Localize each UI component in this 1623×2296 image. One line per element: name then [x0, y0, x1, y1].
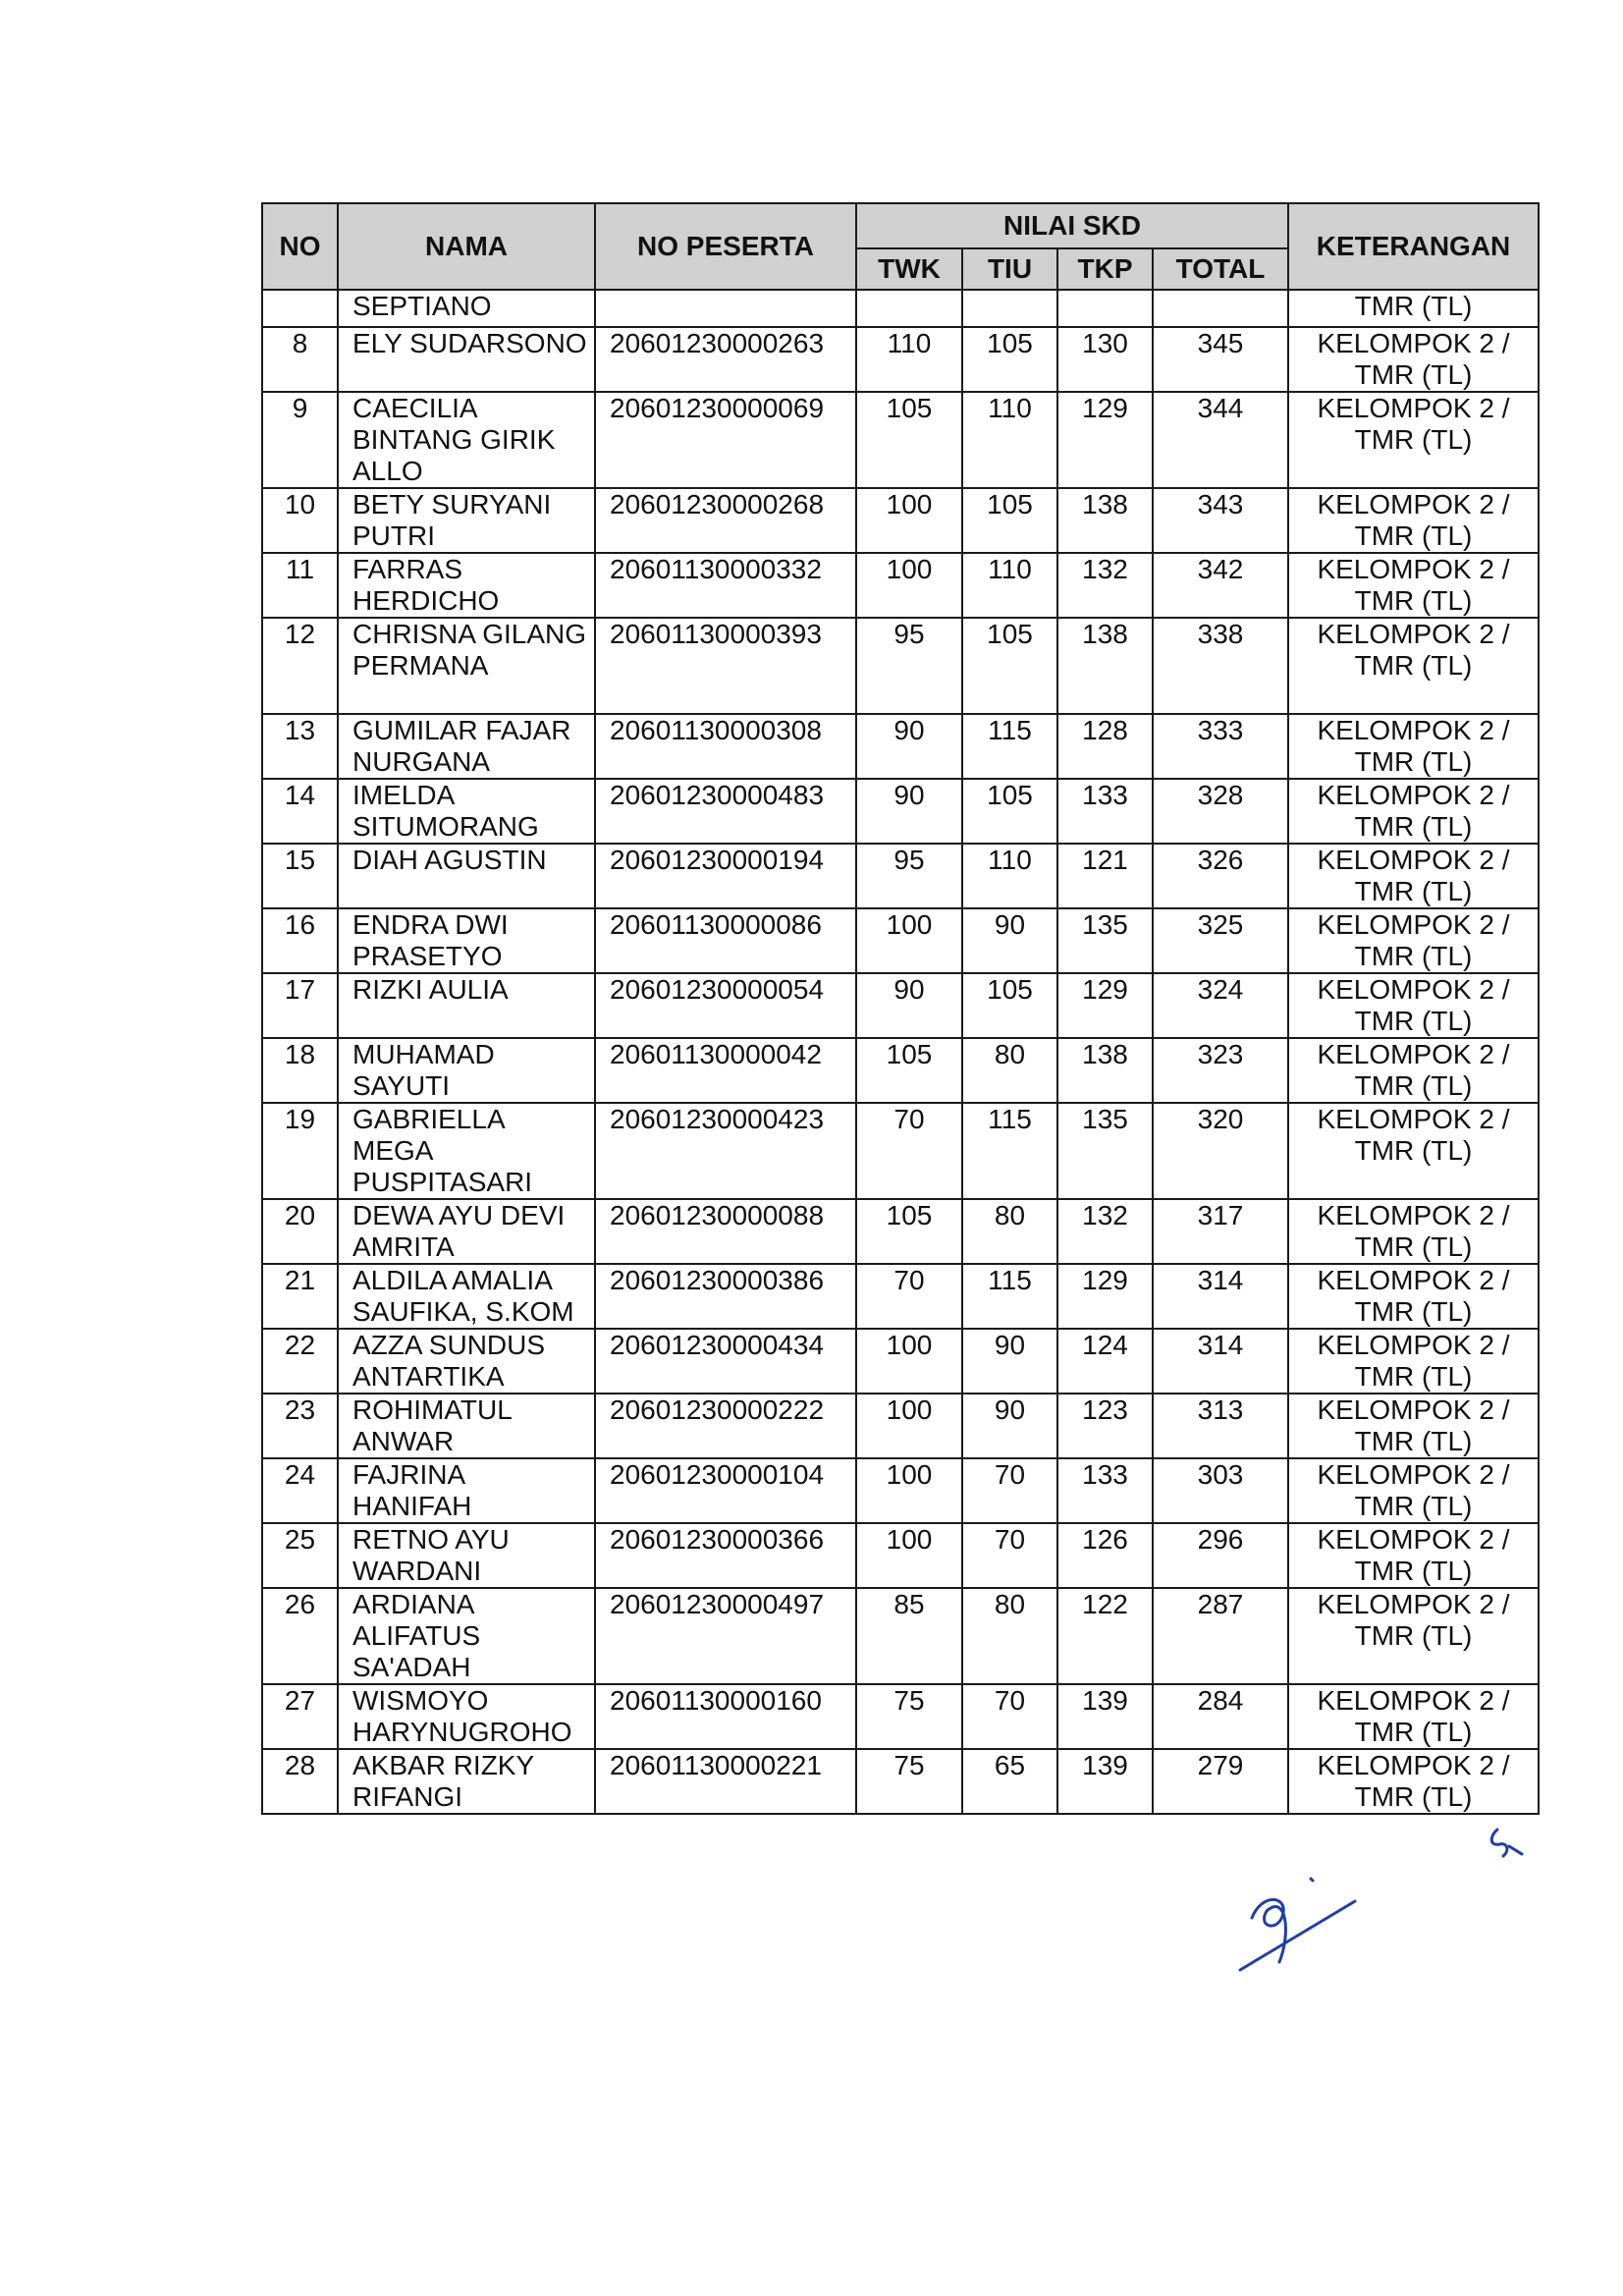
cell-twk: [856, 290, 962, 327]
cell-tkp: 129: [1057, 1264, 1153, 1329]
cell-nama: ROHIMATUL ANWAR: [338, 1394, 595, 1458]
cell-keterangan: KELOMPOK 2 / TMR (TL): [1288, 327, 1539, 392]
cell-nama: RETNO AYU WARDANI: [338, 1523, 595, 1588]
cell-no: 21: [262, 1264, 338, 1329]
results-table: [261, 202, 1540, 1815]
cell-total: 338: [1153, 618, 1288, 714]
cell-nama: ENDRA DWI PRASETYO: [338, 908, 595, 973]
cell-twk: 95: [856, 618, 962, 714]
cell-tiu: 80: [962, 1038, 1057, 1103]
cell-twk: 90: [856, 973, 962, 1038]
cell-keterangan: KELOMPOK 2 / TMR (TL): [1288, 1394, 1539, 1458]
cell-twk: 75: [856, 1684, 962, 1749]
header-tiu: TIU: [962, 248, 1057, 290]
cell-twk: 100: [856, 553, 962, 618]
cell-tkp: 122: [1057, 1588, 1153, 1684]
table-row: [262, 973, 1539, 1038]
cell-total: 344: [1153, 392, 1288, 488]
header-tkp: TKP: [1057, 248, 1153, 290]
cell-total: 326: [1153, 844, 1288, 908]
cell-no: 9: [262, 392, 338, 488]
cell-no: 28: [262, 1749, 338, 1814]
cell-twk: 100: [856, 1458, 962, 1523]
table-row: [262, 844, 1539, 908]
cell-tkp: 138: [1057, 618, 1153, 714]
table-row: [262, 1329, 1539, 1394]
cell-tkp: 139: [1057, 1749, 1153, 1814]
cell-total: 333: [1153, 714, 1288, 779]
cell-total: 323: [1153, 1038, 1288, 1103]
cell-tkp: 124: [1057, 1329, 1153, 1394]
cell-tiu: 90: [962, 908, 1057, 973]
cell-keterangan: KELOMPOK 2 / TMR (TL): [1288, 714, 1539, 779]
cell-nama: GUMILAR FAJAR NURGANA: [338, 714, 595, 779]
cell-no: 11: [262, 553, 338, 618]
cell-keterangan: KELOMPOK 2 / TMR (TL): [1288, 488, 1539, 553]
cell-keterangan: KELOMPOK 2 / TMR (TL): [1288, 1523, 1539, 1588]
cell-tiu: 80: [962, 1588, 1057, 1684]
cell-nama: CHRISNA GILANG PERMANA: [338, 618, 595, 714]
cell-twk: 70: [856, 1103, 962, 1199]
cell-tkp: 133: [1057, 779, 1153, 844]
cell-no-peserta: 20601230000497: [595, 1588, 856, 1684]
cell-no-peserta: 20601230000104: [595, 1458, 856, 1523]
cell-nama: ARDIANA ALIFATUS SA'ADAH: [338, 1588, 595, 1684]
cell-no-peserta: 20601230000222: [595, 1394, 856, 1458]
cell-twk: 70: [856, 1264, 962, 1329]
cell-nama: MUHAMAD SAYUTI: [338, 1038, 595, 1103]
cell-no: 10: [262, 488, 338, 553]
cell-tiu: 105: [962, 488, 1057, 553]
cell-nama: AKBAR RIZKY RIFANGI: [338, 1749, 595, 1814]
cell-no: 15: [262, 844, 338, 908]
cell-tiu: 105: [962, 618, 1057, 714]
cell-total: 303: [1153, 1458, 1288, 1523]
cell-tiu: 110: [962, 392, 1057, 488]
cell-total: 342: [1153, 553, 1288, 618]
cell-nama: DIAH AGUSTIN: [338, 844, 595, 908]
cell-twk: 90: [856, 714, 962, 779]
cell-tiu: 70: [962, 1684, 1057, 1749]
table-row: [262, 290, 1539, 327]
cell-keterangan: KELOMPOK 2 / TMR (TL): [1288, 1199, 1539, 1264]
cell-keterangan: KELOMPOK 2 / TMR (TL): [1288, 553, 1539, 618]
cell-no-peserta: 20601130000308: [595, 714, 856, 779]
cell-tiu: [962, 290, 1057, 327]
table-row: [262, 488, 1539, 553]
cell-tkp: 135: [1057, 1103, 1153, 1199]
cell-nama: ALDILA AMALIA SAUFIKA, S.KOM: [338, 1264, 595, 1329]
cell-twk: 95: [856, 844, 962, 908]
cell-no: 16: [262, 908, 338, 973]
cell-no-peserta: 20601230000194: [595, 844, 856, 908]
cell-twk: 85: [856, 1588, 962, 1684]
cell-no: 20: [262, 1199, 338, 1264]
cell-keterangan: KELOMPOK 2 / TMR (TL): [1288, 908, 1539, 973]
cell-no-peserta: 20601130000160: [595, 1684, 856, 1749]
cell-nama: DEWA AYU DEVI AMRITA: [338, 1199, 595, 1264]
cell-tkp: 138: [1057, 1038, 1153, 1103]
header-no: NO: [262, 203, 338, 290]
cell-twk: 100: [856, 1394, 962, 1458]
cell-no: 24: [262, 1458, 338, 1523]
cell-total: 284: [1153, 1684, 1288, 1749]
cell-no-peserta: 20601230000088: [595, 1199, 856, 1264]
cell-keterangan: KELOMPOK 2 / TMR (TL): [1288, 1038, 1539, 1103]
cell-total: 320: [1153, 1103, 1288, 1199]
table-row: [262, 618, 1539, 714]
cell-nama: SEPTIANO: [338, 290, 595, 327]
cell-keterangan: KELOMPOK 2 / TMR (TL): [1288, 1458, 1539, 1523]
table-row: [262, 1264, 1539, 1329]
cell-total: 325: [1153, 908, 1288, 973]
cell-tiu: 115: [962, 1103, 1057, 1199]
cell-tiu: 90: [962, 1329, 1057, 1394]
cell-keterangan: KELOMPOK 2 / TMR (TL): [1288, 973, 1539, 1038]
table-row: [262, 327, 1539, 392]
cell-keterangan: KELOMPOK 2 / TMR (TL): [1288, 1103, 1539, 1199]
cell-no-peserta: 20601230000069: [595, 392, 856, 488]
cell-twk: 105: [856, 1199, 962, 1264]
cell-nama: FARRAS HERDICHO: [338, 553, 595, 618]
cell-total: 279: [1153, 1749, 1288, 1814]
cell-no-peserta: 20601230000366: [595, 1523, 856, 1588]
cell-keterangan: KELOMPOK 2 / TMR (TL): [1288, 618, 1539, 714]
cell-twk: 75: [856, 1749, 962, 1814]
table-row: [262, 1038, 1539, 1103]
cell-twk: 105: [856, 392, 962, 488]
cell-tiu: 105: [962, 973, 1057, 1038]
cell-total: 328: [1153, 779, 1288, 844]
cell-no: 25: [262, 1523, 338, 1588]
cell-tiu: 105: [962, 779, 1057, 844]
cell-no: 27: [262, 1684, 338, 1749]
cell-no: 8: [262, 327, 338, 392]
table-row: [262, 1458, 1539, 1523]
cell-tiu: 65: [962, 1749, 1057, 1814]
cell-twk: 100: [856, 488, 962, 553]
cell-nama: ELY SUDARSONO: [338, 327, 595, 392]
cell-tiu: 80: [962, 1199, 1057, 1264]
table-row: [262, 714, 1539, 779]
cell-tkp: 135: [1057, 908, 1153, 973]
cell-keterangan: KELOMPOK 2 / TMR (TL): [1288, 1264, 1539, 1329]
cell-keterangan: KELOMPOK 2 / TMR (TL): [1288, 1588, 1539, 1684]
cell-twk: 110: [856, 327, 962, 392]
cell-tkp: 132: [1057, 553, 1153, 618]
cell-no-peserta: 20601230000054: [595, 973, 856, 1038]
cell-tkp: 126: [1057, 1523, 1153, 1588]
cell-total: [1153, 290, 1288, 327]
cell-tiu: 105: [962, 327, 1057, 392]
table-row: [262, 1684, 1539, 1749]
cell-nama: AZZA SUNDUS ANTARTIKA: [338, 1329, 595, 1394]
signature-initials: [1232, 1825, 1546, 1982]
cell-no-peserta: 20601230000268: [595, 488, 856, 553]
cell-twk: 100: [856, 908, 962, 973]
cell-tiu: 115: [962, 1264, 1057, 1329]
header-no-peserta: NO PESERTA: [595, 203, 856, 290]
table-row: [262, 908, 1539, 973]
table-row: [262, 1199, 1539, 1264]
cell-twk: 100: [856, 1329, 962, 1394]
table-row: [262, 1103, 1539, 1199]
cell-no-peserta: 20601130000332: [595, 553, 856, 618]
cell-no: [262, 290, 338, 327]
cell-keterangan: KELOMPOK 2 / TMR (TL): [1288, 1684, 1539, 1749]
cell-keterangan: KELOMPOK 2 / TMR (TL): [1288, 844, 1539, 908]
cell-no-peserta: 20601230000423: [595, 1103, 856, 1199]
cell-no: 23: [262, 1394, 338, 1458]
header-nilai-skd: NILAI SKD: [856, 203, 1288, 248]
cell-tkp: 123: [1057, 1394, 1153, 1458]
cell-no: 13: [262, 714, 338, 779]
table-body: [262, 290, 1539, 1814]
cell-no-peserta: 20601130000393: [595, 618, 856, 714]
table-row: [262, 392, 1539, 488]
cell-keterangan: KELOMPOK 2 / TMR (TL): [1288, 1749, 1539, 1814]
cell-tkp: 130: [1057, 327, 1153, 392]
cell-no: 14: [262, 779, 338, 844]
cell-no-peserta: 20601230000386: [595, 1264, 856, 1329]
cell-no-peserta: 20601130000042: [595, 1038, 856, 1103]
cell-no: 26: [262, 1588, 338, 1684]
cell-nama: WISMOYO HARYNUGROHO: [338, 1684, 595, 1749]
cell-tkp: 133: [1057, 1458, 1153, 1523]
cell-no: 19: [262, 1103, 338, 1199]
cell-no-peserta: 20601230000263: [595, 327, 856, 392]
table-row: [262, 1749, 1539, 1814]
cell-nama: CAECILIA BINTANG GIRIK ALLO: [338, 392, 595, 488]
cell-no: 17: [262, 973, 338, 1038]
cell-no-peserta: [595, 290, 856, 327]
cell-keterangan: TMR (TL): [1288, 290, 1539, 327]
table-row: [262, 553, 1539, 618]
table-row: [262, 1523, 1539, 1588]
cell-total: 317: [1153, 1199, 1288, 1264]
cell-nama: GABRIELLA MEGA PUSPITASARI: [338, 1103, 595, 1199]
cell-total: 324: [1153, 973, 1288, 1038]
header-twk: TWK: [856, 248, 962, 290]
cell-tkp: [1057, 290, 1153, 327]
cell-no-peserta: 20601230000483: [595, 779, 856, 844]
cell-keterangan: KELOMPOK 2 / TMR (TL): [1288, 1329, 1539, 1394]
cell-tiu: 70: [962, 1523, 1057, 1588]
cell-keterangan: KELOMPOK 2 / TMR (TL): [1288, 779, 1539, 844]
cell-nama: FAJRINA HANIFAH: [338, 1458, 595, 1523]
cell-tkp: 121: [1057, 844, 1153, 908]
cell-tiu: 110: [962, 553, 1057, 618]
cell-tkp: 138: [1057, 488, 1153, 553]
cell-tiu: 90: [962, 1394, 1057, 1458]
table-row: [262, 779, 1539, 844]
cell-total: 343: [1153, 488, 1288, 553]
table-header: [262, 203, 1539, 290]
cell-nama: BETY SURYANI PUTRI: [338, 488, 595, 553]
cell-tiu: 110: [962, 844, 1057, 908]
cell-nama: RIZKI AULIA: [338, 973, 595, 1038]
table-row: [262, 1394, 1539, 1458]
cell-twk: 90: [856, 779, 962, 844]
cell-no-peserta: 20601230000434: [595, 1329, 856, 1394]
cell-no: 18: [262, 1038, 338, 1103]
header-total: TOTAL: [1153, 248, 1288, 290]
cell-twk: 105: [856, 1038, 962, 1103]
cell-tkp: 129: [1057, 392, 1153, 488]
cell-tkp: 139: [1057, 1684, 1153, 1749]
cell-total: 314: [1153, 1264, 1288, 1329]
cell-no: 22: [262, 1329, 338, 1394]
table-row: [262, 1588, 1539, 1684]
cell-no-peserta: 20601130000221: [595, 1749, 856, 1814]
cell-total: 287: [1153, 1588, 1288, 1684]
cell-twk: 100: [856, 1523, 962, 1588]
cell-total: 296: [1153, 1523, 1288, 1588]
cell-no: 12: [262, 618, 338, 714]
cell-tkp: 132: [1057, 1199, 1153, 1264]
cell-total: 313: [1153, 1394, 1288, 1458]
cell-no-peserta: 20601130000086: [595, 908, 856, 973]
header-keterangan: KETERANGAN: [1288, 203, 1539, 290]
cell-total: 345: [1153, 327, 1288, 392]
header-nama: NAMA: [338, 203, 595, 290]
cell-total: 314: [1153, 1329, 1288, 1394]
cell-tiu: 70: [962, 1458, 1057, 1523]
cell-tkp: 128: [1057, 714, 1153, 779]
cell-keterangan: KELOMPOK 2 / TMR (TL): [1288, 392, 1539, 488]
cell-tiu: 115: [962, 714, 1057, 779]
signature-ink: [1240, 1830, 1522, 1970]
cell-nama: IMELDA SITUMORANG: [338, 779, 595, 844]
cell-tkp: 129: [1057, 973, 1153, 1038]
